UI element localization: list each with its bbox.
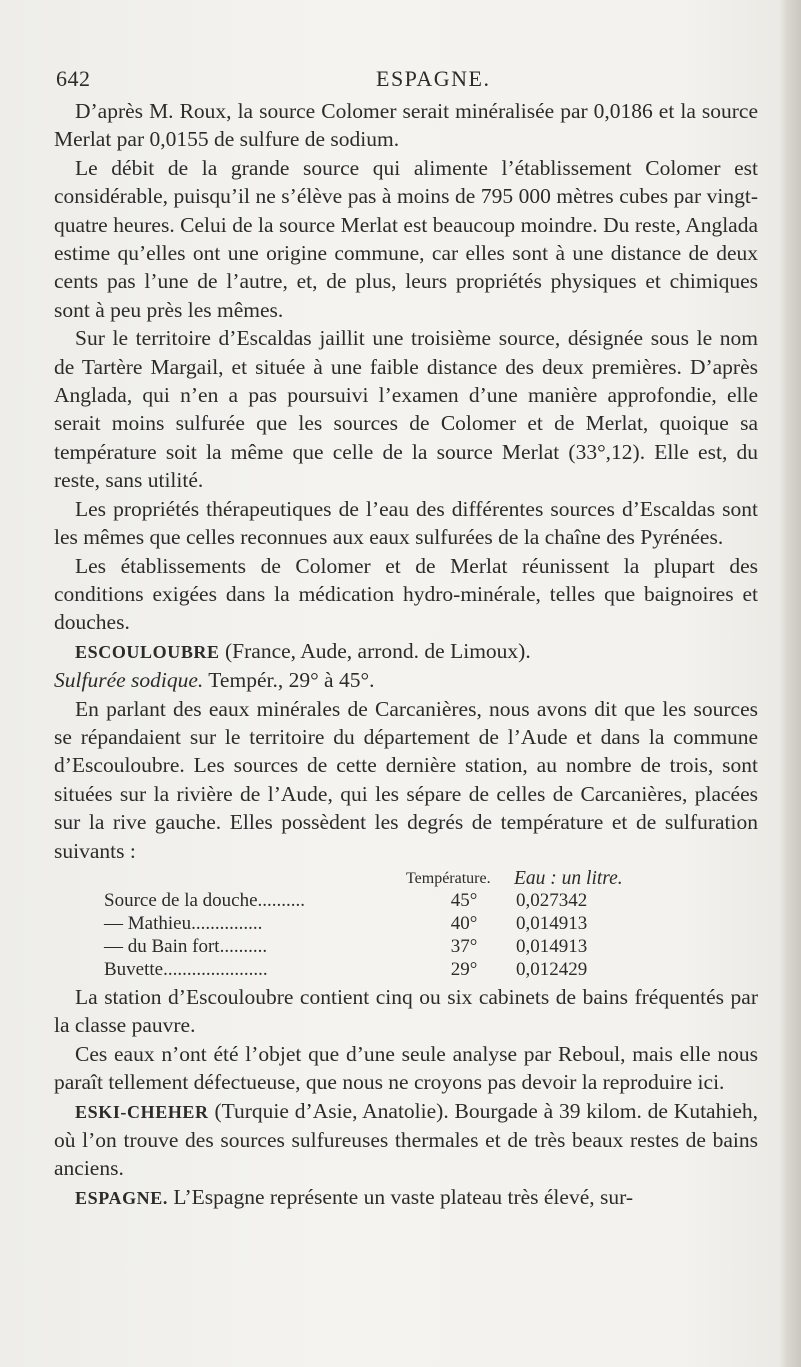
paragraph-therapeutic: Les propriétés thérapeutiques de l’eau des différentes sources d’Escaldas sont les mêmes que celles reconnues aux eaux sulfurées de la chaîne des Pyrénées. xyxy=(54,496,758,550)
paragraph-roux: D’après M. Roux, la source Colomer serait minéralisée par 0,0186 et la source Merlat par 0,0155 de sulfure de sodium. xyxy=(54,99,758,152)
table-row xyxy=(54,889,758,912)
page-number: 642 xyxy=(56,66,91,91)
entry-heading: ESKI-CHEHER xyxy=(75,1101,209,1122)
source-name: Source de la douche.......... xyxy=(104,889,306,911)
entry-location: (France, Aude, arrond. de Limoux). xyxy=(225,638,531,663)
entry-eski-cheher xyxy=(54,1097,758,1183)
paragraph-etablissements: Les établissements de Colomer et de Merlat réunissent la plupart des conditions exigées dans la médication hydro-minérale, telles que baignoires et douches. xyxy=(54,553,758,635)
source-name: Buvette...................... xyxy=(104,958,268,980)
sources-table xyxy=(54,867,758,981)
entry-escouloubre xyxy=(54,637,758,666)
entry-text: L’Espagne représente un vaste plateau très élevé, sur- xyxy=(173,1184,633,1209)
page-edge-shadow xyxy=(779,0,801,1367)
source-temperature: 29° xyxy=(450,958,478,980)
page-header xyxy=(56,66,756,92)
entry-text: (Turquie d’Asie, Anatolie). Bourgade à 39 kilom. de Kutahieh, où l’on trouve des sources sulfureuses thermales et de très beaux restes de bains anciens. xyxy=(54,1098,758,1181)
entry-espagne xyxy=(54,1183,758,1212)
entry-subtitle: Sulfurée sodique. xyxy=(54,668,204,693)
paragraph-reboul: Ces eaux n’ont été l’objet que d’une seule analyse par Reboul, mais elle nous paraît tellement défectueuse, que nous ne croyons pas devoir la reproduire ici. xyxy=(54,1041,758,1095)
paragraph-debit: Le débit de la grande source qui alimente l’établissement Colomer est considérable, puisqu’il ne s’élève pas à moins de 795 000 mètres cubes par vingt-quatre heures. Celui de la source Merlat est beaucoup moindre. Du reste, Anglada estime qu’elles ont une origine commune, car elles sont à une distance de deux cents pas l’une de l’autre, et, de plus, leurs propriétés physiques et chimiques sont à peu près les mêmes. xyxy=(54,155,758,322)
source-temperature: 45° xyxy=(450,889,478,911)
source-temperature: 40° xyxy=(450,912,478,934)
entry-temperature: Tempér., 29° à 45°. xyxy=(208,668,375,693)
column-header-litre: Eau : un litre. xyxy=(514,867,623,889)
entry-heading: ESCOULOUBRE xyxy=(75,641,220,662)
source-value: 0,012429 xyxy=(516,958,588,980)
paragraph-cabinets: La station d’Escouloubre contient cinq ou six cabinets de bains fréquentés par la classe pauvre. xyxy=(54,984,758,1038)
source-value: 0,014913 xyxy=(516,912,588,934)
source-name: — Mathieu............... xyxy=(104,912,263,934)
column-header-temperature: Température. xyxy=(406,869,491,887)
paragraph-escaldas: Sur le territoire d’Escaldas jaillit une troisième source, désignée sous le nom de Tartère Margail, et située à une faible distance des deux premières. D’après Anglada, qui n’en a pas poursuivi l’examen d’une manière approfondie, elle serait moins sulfurée que les sources de Colomer et de Merlat, quoique sa température soit la même que celle de la source Merlat (33°,12). Elle est, du reste, sans utilité. xyxy=(54,326,758,493)
entry-subtitle-line xyxy=(54,666,758,694)
table-row xyxy=(54,958,758,981)
paragraph-escouloubre-intro: En parlant des eaux minérales de Carcanières, nous avons dit que les sources se répandaient sur le territoire du département de l’Aude et dans la commune d’Escouloubre. Les sources de cette dernière station, au nombre de trois, sont situées sur la rivière de l’Aude, qui les sépare de celles de Carcanières, placées sur la rive gauche. Elles possèdent les degrés de température et de sulfuration suivants : xyxy=(54,696,758,863)
entry-heading: ESPAGNE. xyxy=(75,1187,168,1208)
table-header xyxy=(54,867,758,889)
table-row xyxy=(54,912,758,935)
source-name: — du Bain fort.......... xyxy=(104,935,268,957)
source-temperature: 37° xyxy=(450,935,478,957)
source-value: 0,014913 xyxy=(516,935,588,957)
table-row xyxy=(54,935,758,958)
source-value: 0,027342 xyxy=(516,889,588,911)
running-title: ESPAGNE. xyxy=(376,66,491,91)
page-body xyxy=(54,97,758,1212)
